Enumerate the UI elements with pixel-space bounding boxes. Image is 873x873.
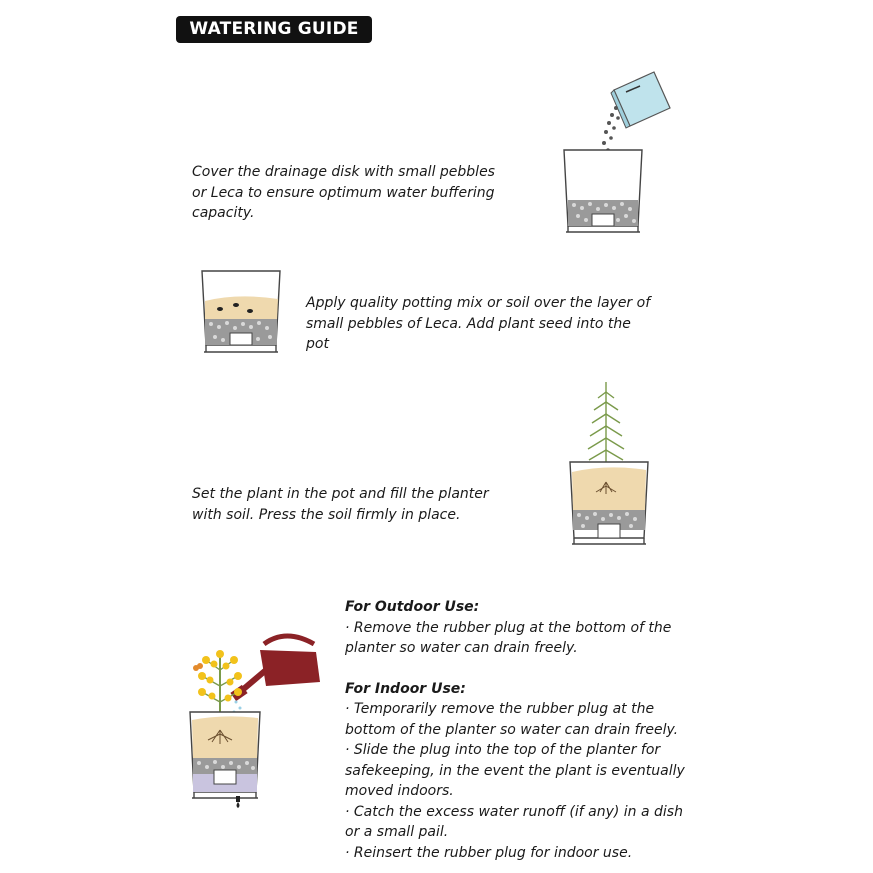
drain-drop-icon (236, 796, 240, 808)
watering-can-icon (230, 636, 320, 701)
step-1-text: Cover the drainage disk with small pebbles or Leca to ensure optimum water buffering capacity. (192, 164, 495, 221)
pot-icon (564, 150, 642, 232)
pot-with-soil-illustration (198, 267, 284, 357)
usage-instructions (345, 597, 685, 863)
indoor-item: · Reinsert the rubber plug for indoor use. (345, 844, 633, 861)
watering-plant-illustration (188, 630, 324, 808)
outdoor-use-heading: For Outdoor Use: (345, 599, 480, 615)
indoor-item: · Temporarily remove the rubber plug at the bottom of the planter so water can drain freely. (345, 701, 679, 738)
step-3-text: Set the plant in the pot and fill the planter with soil. Press the soil firmly in place. (192, 486, 489, 523)
indoor-use-heading: For Indoor Use: (345, 680, 466, 697)
butterfly-icon (193, 663, 203, 671)
indoor-item: · Slide the plug into the top of the planter for safekeeping, in the event the plant is eventually moved indoors. (345, 742, 685, 799)
outdoor-item: · Remove the rubber plug at the bottom of the planter so water can drain freely. (345, 619, 672, 656)
step-2-text: Apply quality potting mix or soil over the layer of small pebbles of Leca. Add plant seed into the pot (306, 295, 651, 352)
pouring-pebbles-illustration (556, 68, 674, 238)
pebble-bag-icon (611, 72, 670, 128)
planted-seedling-illustration (562, 378, 652, 546)
indoor-item: · Catch the excess water runoff (if any) in a dish or a small pail. (345, 803, 683, 840)
page-title: WATERING GUIDE (176, 16, 372, 43)
